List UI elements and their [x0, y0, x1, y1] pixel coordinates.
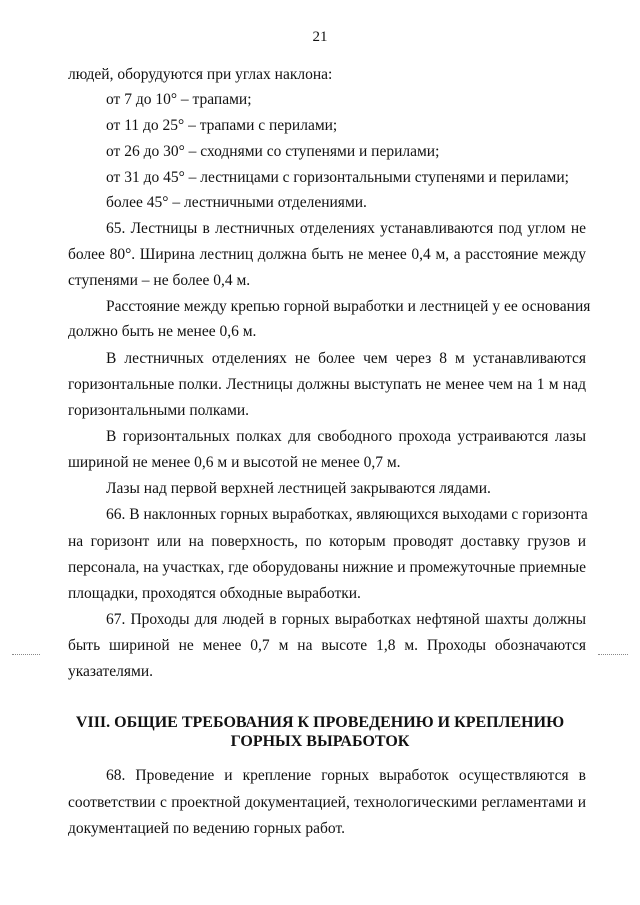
scan-mark: [12, 654, 40, 656]
paragraph-line: документацией по ведению горных работ.: [68, 820, 345, 837]
paragraph-line: более 80°. Ширина лестниц должна быть не менее 0,4 м, а расстояние между: [68, 246, 586, 263]
list-item: от 11 до 25° – трапами с перилами;: [106, 117, 338, 134]
paragraph-line: площадки, проходятся обходные выработки.: [68, 585, 361, 602]
paragraph-line: Лазы над первой верхней лестницей закрываются лядами.: [106, 480, 491, 497]
paragraph-line: быть шириной не менее 0,7 м на высоте 1,8 м. Проходы обозначаются: [68, 637, 586, 654]
paragraph-line: шириной не менее 0,6 м и высотой не менее 0,7 м.: [68, 454, 401, 471]
paragraph-line: 65. Лестницы в лестничных отделениях устанавливаются под углом не: [106, 220, 586, 237]
paragraph-line: ступенями – не более 0,4 м.: [68, 272, 251, 289]
paragraph-line: горизонтальными полками.: [68, 402, 250, 419]
paragraph-line: В лестничных отделениях не более чем через 8 м устанавливаются: [106, 350, 586, 367]
paragraph-line: Расстояние между крепью горной выработки и лестницей у ее основания: [106, 298, 591, 315]
text-line: людей, оборудуются при углах наклона:: [68, 66, 333, 83]
paragraph-line: 68. Проведение и крепление горных выработок осуществляются в: [106, 767, 586, 784]
list-item: от 26 до 30° – сходнями со ступенями и перилами;: [106, 143, 440, 160]
scan-mark: [598, 654, 628, 656]
paragraph-line: соответствии с проектной документацией, технологическими регламентами и: [68, 794, 586, 811]
paragraph-line: 67. Проходы для людей в горных выработках нефтяной шахты должны: [106, 611, 586, 628]
paragraph-line: В горизонтальных полках для свободного прохода устраиваются лазы: [106, 428, 586, 445]
paragraph-line: горизонтальные полки. Лестницы должны выступать не менее чем на 1 м над: [68, 376, 586, 393]
paragraph-line: на горизонт или на поверхность, по которым проводят доставку грузов и: [68, 533, 586, 550]
page-number: 21: [312, 29, 328, 45]
section-heading: ГОРНЫХ ВЫРАБОТОК: [230, 733, 410, 750]
list-item: от 7 до 10° – трапами;: [106, 91, 252, 108]
paragraph-line: персонала, на участках, где оборудованы нижние и промежуточные приемные: [68, 559, 586, 576]
paragraph-line: 66. В наклонных горных выработках, являющихся выходами с горизонта: [106, 506, 588, 523]
list-item: более 45° – лестничными отделениями.: [106, 194, 367, 211]
list-item: от 31 до 45° – лестницами с горизонтальными ступенями и перилами;: [106, 169, 569, 186]
paragraph-line: указателями.: [68, 663, 154, 680]
section-heading: VIII. ОБЩИЕ ТРЕБОВАНИЯ К ПРОВЕДЕНИЮ И КРЕПЛЕНИЮ: [75, 714, 565, 731]
paragraph-line: должно быть не менее 0,6 м.: [68, 323, 257, 340]
